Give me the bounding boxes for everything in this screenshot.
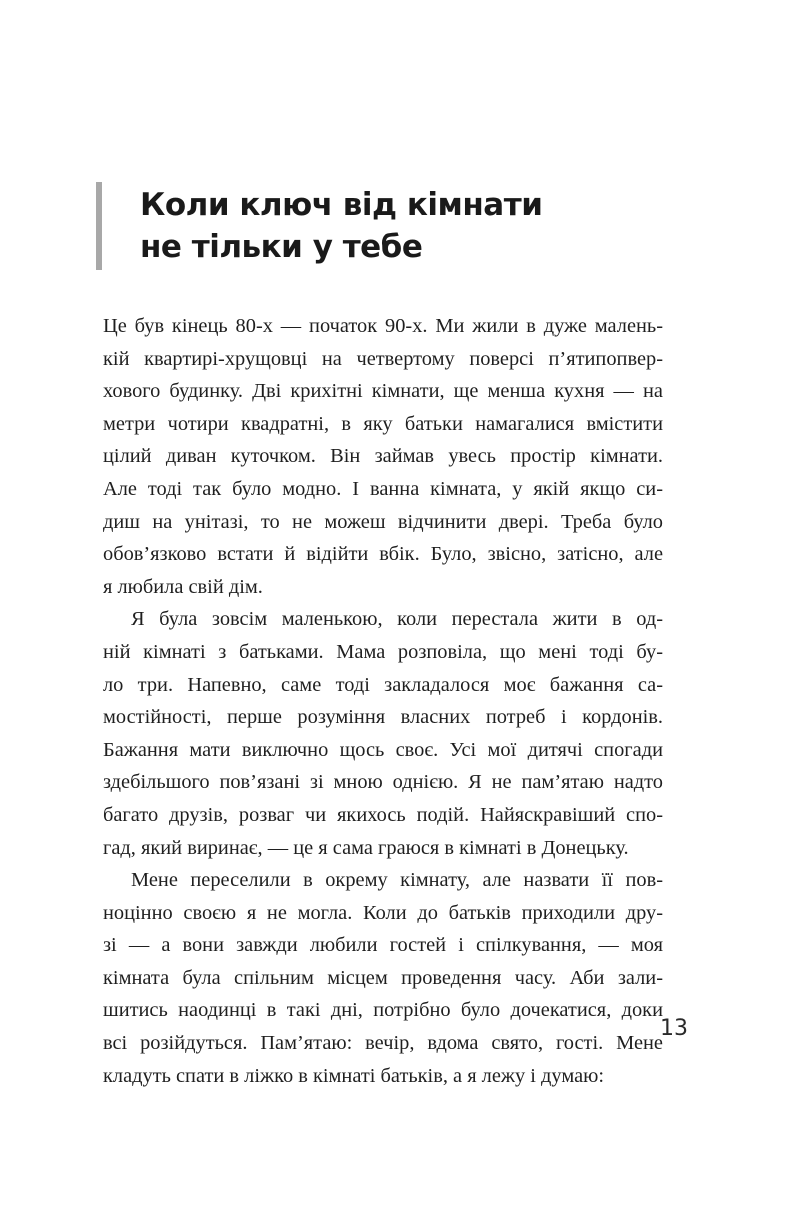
text-line: цілий диван куточком. Він займав увесь простір кімнати. xyxy=(103,445,663,468)
text-line: ній кімнаті з батьками. Мама розповіла, що мені тоді бу- xyxy=(103,640,663,663)
text-line: шитись наодинці в такі дні, потрібно було дочекатися, доки xyxy=(103,999,663,1022)
chapter-heading xyxy=(96,182,696,270)
text-line: кімната була спільним місцем проведення часу. Аби зали- xyxy=(103,966,663,989)
text-line: хового будинку. Дві крихітні кімнати, ще менша кухня — на xyxy=(103,380,663,403)
text-line: кій квартирі-хрущовці на четвертому поверсі п’ятипопвер- xyxy=(103,347,663,370)
text-line: Бажання мати виключно щось своє. Усі мої дитячі спогади xyxy=(103,738,663,761)
text-line: метри чотири квадратні, в яку батьки намагалися вмістити xyxy=(103,412,663,435)
body-text xyxy=(103,310,663,1092)
text-line: Це був кінець 80-х — початок 90-х. Ми жили в дуже малень- xyxy=(103,315,663,337)
text-line: диш на унітазі, то не можеш відчинити двері. Треба було xyxy=(103,510,663,533)
chapter-title-line-2: не тільки у тебе xyxy=(140,229,423,265)
heading-accent-bar xyxy=(96,182,102,270)
text-line: всі розійдуться. Пам’ятаю: вечір, вдома свято, гості. Мене xyxy=(103,1032,663,1055)
text-line: ло три. Напевно, саме тоді закладалося моє бажання са- xyxy=(103,673,663,696)
text-line: мостійності, перше розуміння власних потреб і кордонів. xyxy=(103,706,663,729)
text-line: Мене переселили в окрему кімнату, але назвати її пов- xyxy=(131,869,663,892)
text-line: кладуть спати в ліжко в кімнаті батьків, а я лежу і думаю: xyxy=(103,1064,605,1087)
text-line: Я була зовсім маленькою, коли перестала жити в од- xyxy=(131,608,663,631)
page-number: 13 xyxy=(660,1016,688,1041)
text-line: ноцінно своєю я не могла. Коли до батьків приходили дру- xyxy=(103,901,663,924)
text-line: обов’язково встати й відійти вбік. Було, звісно, затісно, але xyxy=(103,543,663,566)
chapter-title xyxy=(140,184,542,268)
text-line: гад, який виринає, — це я сама граюся в кімнаті в Донецьку. xyxy=(103,836,629,859)
text-line: зі — а вони завжди любили гостей і спілкування, — моя xyxy=(103,934,663,957)
text-line: багато друзів, розваг чи якихось подій. Найяскравіший спо- xyxy=(103,803,663,826)
text-line: я любила свій дім. xyxy=(103,575,263,598)
text-line: Але тоді так було модно. І ванна кімната, у якій якщо си- xyxy=(103,477,663,500)
text-line: здебільшого пов’язані зі мною однією. Я не пам’ятаю надто xyxy=(103,771,663,794)
chapter-title-line-1: Коли ключ від кімнати xyxy=(140,187,543,223)
